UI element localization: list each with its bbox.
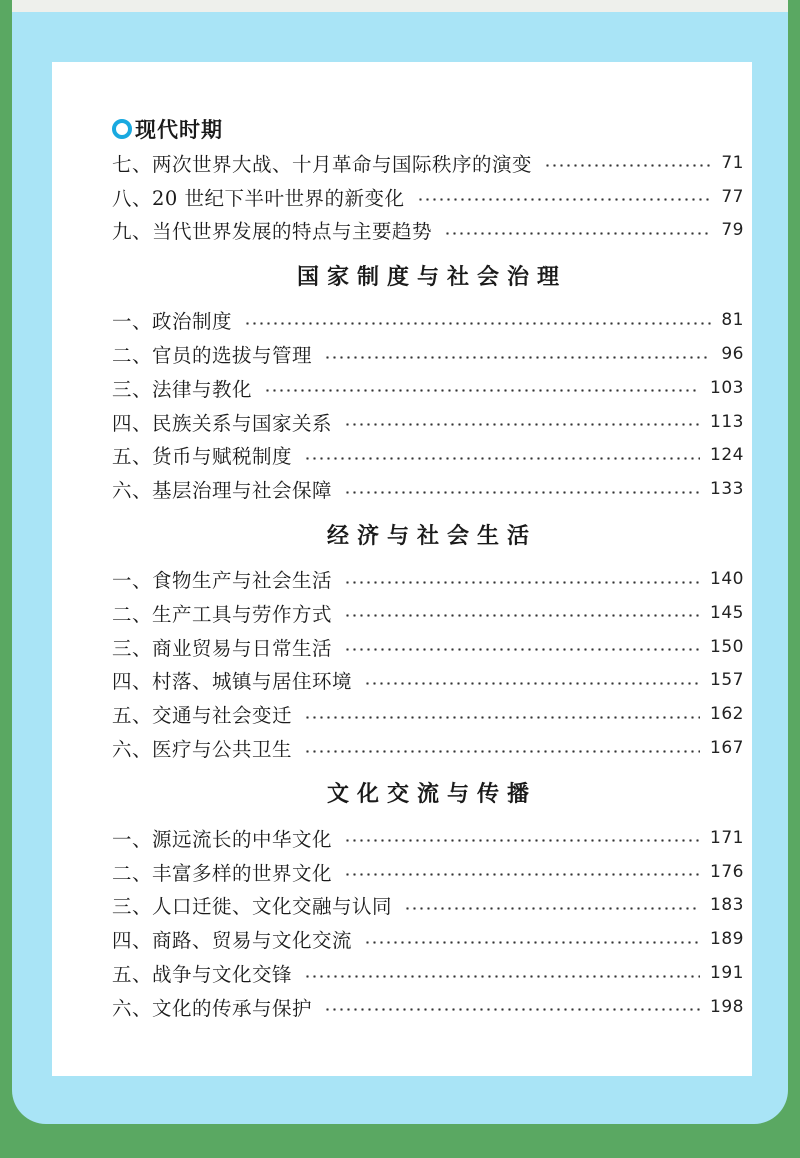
toc-entry-title: 七、两次世界大战、十月革命与国际秩序的演变 [112,152,533,176]
toc-entry[interactable] [112,337,744,371]
toc-entry-page: 71 [721,152,744,173]
toc-entry-page: 198 [710,996,744,1017]
circle-bullet-icon [112,119,132,139]
group-title-economy: 经济与社会生活 [326,523,537,549]
leader-dots [344,614,700,617]
leader-dots [344,491,700,494]
toc-entry-page: 145 [710,602,744,623]
toc-entry-page: 79 [721,220,744,241]
toc-entry[interactable] [112,146,744,180]
toc-entry[interactable] [112,630,744,664]
leader-dots [404,907,700,910]
toc-entry-page: 113 [710,411,744,432]
toc-entry-title: 六、医疗与公共卫生 [112,738,293,762]
toc-entry-title: 五、战争与文化交锋 [112,963,293,987]
toc-entry-page: 162 [710,704,744,725]
toc-entry[interactable] [112,821,744,855]
leader-dots [344,648,700,651]
toc-entry[interactable] [112,889,744,923]
toc-page [52,62,752,1076]
leader-dots [264,389,700,392]
toc-entry-page: 157 [710,670,744,691]
toc-entry[interactable] [112,956,744,990]
toc-entry-title: 四、商路、贸易与文化交流 [112,929,353,953]
leader-dots [304,750,700,753]
toc-entry-page: 171 [710,827,744,848]
toc-entry-page: 96 [721,344,744,365]
toc-entry-page: 150 [710,636,744,657]
toc-entry[interactable] [112,180,744,214]
toc-entry-page: 167 [710,738,744,759]
leader-dots [444,232,711,235]
toc-entry[interactable] [112,731,744,765]
toc-entry-title: 一、政治制度 [112,310,233,334]
toc-entry[interactable] [112,405,744,439]
toc-entry-title: 八、20 世纪下半叶世界的新变化 [112,186,405,210]
toc-entry-page: 176 [710,861,744,882]
leader-dots [244,322,711,325]
toc-entry-title: 六、基层治理与社会保障 [112,479,333,503]
toc-entry-page: 124 [710,445,744,466]
toc-entry[interactable] [112,596,744,630]
leader-dots [344,839,700,842]
toc-entry-page: 189 [710,929,744,950]
leader-dots [324,1008,700,1011]
toc-entry-title: 四、村落、城镇与居住环境 [112,670,353,694]
section-heading-label: 现代时期 [135,118,223,142]
toc-entry-title: 三、商业贸易与日常生活 [112,636,333,660]
toc-entry[interactable] [112,472,744,506]
toc-entry[interactable] [112,990,744,1024]
toc-entry-page: 77 [721,186,744,207]
leader-dots [304,716,700,719]
table-of-contents [112,112,744,1024]
toc-entry-title: 一、源远流长的中华文化 [112,827,333,851]
top-strip [12,0,788,12]
toc-entry-title: 五、货币与赋税制度 [112,445,293,469]
toc-entry-title: 六、文化的传承与保护 [112,996,313,1020]
leader-dots [417,198,712,201]
leader-dots [344,423,700,426]
toc-entry-page: 140 [710,569,744,590]
toc-entry-page: 103 [710,377,744,398]
toc-entry-title: 九、当代世界发展的特点与主要趋势 [112,220,433,244]
toc-entry[interactable] [112,697,744,731]
leader-dots [364,682,700,685]
toc-entry-title: 二、丰富多样的世界文化 [112,861,333,885]
toc-entry-page: 133 [710,479,744,500]
leader-dots [344,581,700,584]
toc-entry-title: 五、交通与社会变迁 [112,704,293,728]
section-heading-modern [112,112,744,146]
toc-entry[interactable] [112,371,744,405]
toc-entry[interactable] [112,922,744,956]
toc-entry[interactable] [112,664,744,698]
toc-entry-title: 一、食物生产与社会生活 [112,569,333,593]
toc-entry-title: 二、官员的选拔与管理 [112,344,313,368]
leader-dots [344,873,700,876]
toc-entry-title: 三、人口迁徙、文化交融与认同 [112,895,393,919]
leader-dots [304,975,700,978]
toc-entry[interactable] [112,214,744,248]
toc-entry-title: 二、生产工具与劳作方式 [112,602,333,626]
group-title-governance: 国家制度与社会治理 [296,264,567,290]
toc-entry-title: 四、民族关系与国家关系 [112,411,333,435]
toc-entry[interactable] [112,439,744,473]
leader-dots [324,356,711,359]
toc-entry-page: 183 [710,895,744,916]
group-title-culture: 文化交流与传播 [326,782,537,808]
toc-entry-page: 191 [710,963,744,984]
leader-dots [544,164,711,167]
toc-entry[interactable] [112,562,744,596]
toc-entry-title: 三、法律与教化 [112,377,253,401]
toc-entry[interactable] [112,303,744,337]
leader-dots [364,941,700,944]
leader-dots [304,457,700,460]
toc-entry[interactable] [112,855,744,889]
toc-entry-page: 81 [721,310,744,331]
